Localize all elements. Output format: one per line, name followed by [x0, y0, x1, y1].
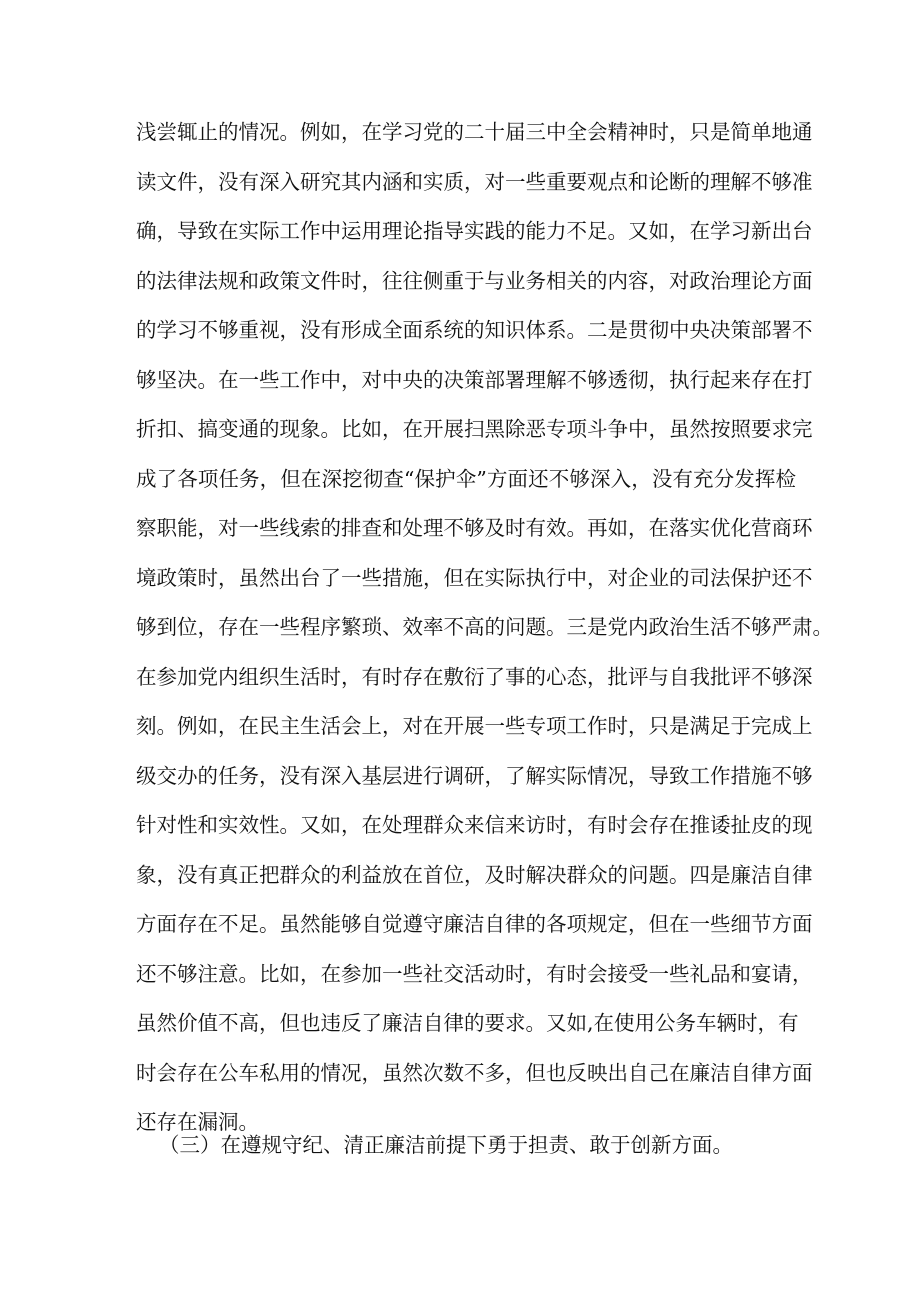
paragraph-line: 虽然价值不高，但也违反了廉洁自律的要求。又如,在使用公务车辆时，有 — [136, 1011, 799, 1035]
paragraph-line: 成了各项任务，但在深挖彻查“保护伞”方面还不够深入，没有充分发挥检 — [136, 466, 796, 491]
section-heading: （三）在遵规守纪、清正廉洁前提下勇于担责、敢于创新方面。 — [159, 1133, 733, 1157]
paragraph-line: 的法律法规和政策文件时，往往侧重于与业务相关的内容，对政治理论方面 — [136, 268, 813, 293]
paragraph-line: 针对性和实效性。又如，在处理群众来信来访时，有时会存在推诿扯皮的现 — [136, 813, 813, 837]
paragraph-line: 象，没有真正把群众的利益放在首位，及时解决群众的问题。四是廉洁自律 — [136, 862, 813, 887]
paragraph-line: 浅尝辄止的情况。例如，在学习党的二十届三中全会精神时，只是简单地通 — [136, 120, 813, 144]
paragraph-line: 的学习不够重视，没有形成全面系统的知识体系。二是贯彻中央决策部署不 — [136, 318, 813, 342]
paragraph-line: 时会存在公车私用的情况，虽然次数不多，但也反映出自己在廉洁自律方面 — [136, 1060, 813, 1085]
paragraph-line: 察职能，对一些线索的排查和处理不够及时有效。再如，在落实优化营商环 — [136, 516, 813, 540]
paragraph-line: 确，导致在实际工作中运用理论指导实践的能力不足。又如，在学习新出台 — [136, 219, 813, 243]
paragraph-line: 够到位，存在一些程序繁琐、效率不高的问题。三是党内政治生活不够严肃。 — [136, 615, 833, 639]
paragraph-line: 还存在漏洞。 — [136, 1110, 259, 1134]
paragraph-line: 境政策时，虽然出台了一些措施，但在实际执行中，对企业的司法保护还不 — [136, 565, 813, 590]
paragraph-line: 够坚决。在一些工作中，对中央的决策部署理解不够透彻，执行起来存在打 — [136, 367, 813, 392]
paragraph-line: 刻。例如，在民主生活会上，对在开展一些专项工作时，只是满足于完成上 — [136, 714, 813, 738]
body-paragraph — [136, 108, 833, 1148]
paragraph-line: 级交办的任务，没有深入基层进行调研，了解实际情况，导致工作措施不够 — [136, 763, 813, 788]
paragraph-line: 折扣、搞变通的现象。比如，在开展扫黑除恶专项斗争中，虽然按照要求完 — [136, 417, 813, 441]
paragraph-line: 还不够注意。比如，在参加一些社交活动时，有时会接受一些礼品和宴请， — [136, 961, 813, 986]
paragraph-line: 方面存在不足。虽然能够自觉遵守廉洁自律的各项规定，但在一些细节方面 — [136, 912, 813, 936]
paragraph-line: 在参加党内组织生活时，有时存在敷衍了事的心态，批评与自我批评不够深 — [136, 664, 813, 689]
paragraph-line: 读文件，没有深入研究其内涵和实质，对一些重要观点和论断的理解不够准 — [136, 169, 813, 194]
